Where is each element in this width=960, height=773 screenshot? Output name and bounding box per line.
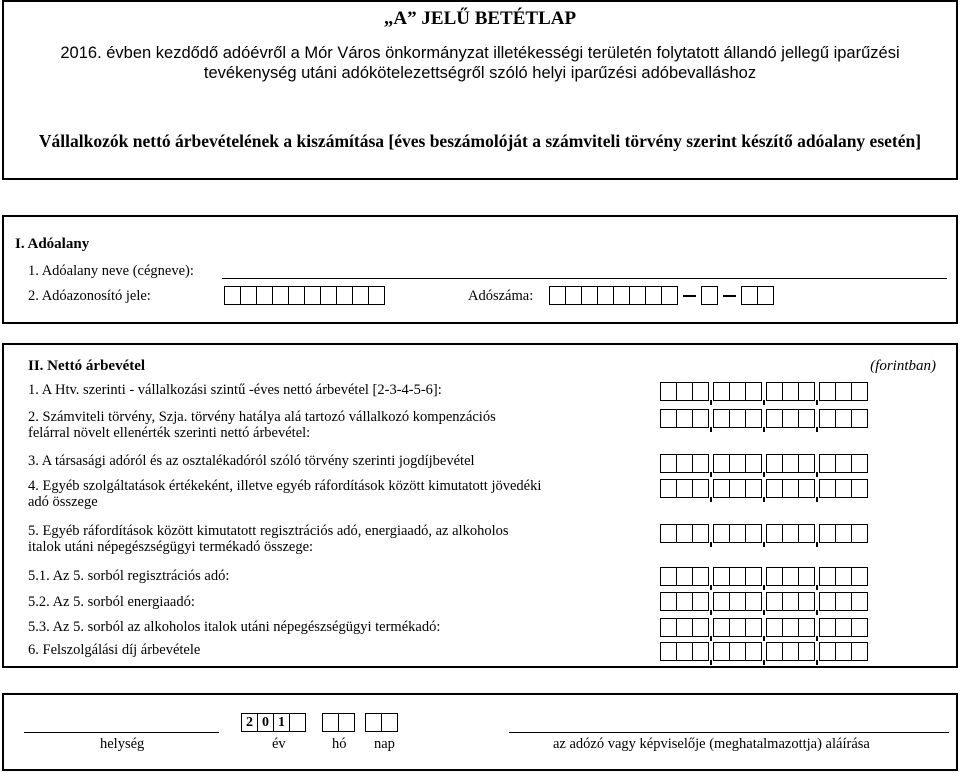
header-panel <box>2 0 958 180</box>
revenue-row-label <box>28 642 200 658</box>
form-subtitle: Vállalkozók nettó árbevételének a kiszámítása [éves beszámolóját a számviteli törvény szerint készítő adóalany esetén] <box>38 131 922 151</box>
amount-field[interactable] <box>660 618 868 637</box>
row-label-line1: 5. Egyéb ráfordítások között kimutatott regisztrációs adó, energiaadó, az alkoholos <box>28 523 509 539</box>
amount-field[interactable] <box>660 592 868 611</box>
revenue-row-label <box>28 409 496 441</box>
revenue-row-label <box>28 382 442 398</box>
row-label-line1: 6. Felszolgálási díj árbevétele <box>28 642 201 658</box>
day-label: nap <box>374 736 395 752</box>
net-revenue-section <box>2 343 958 668</box>
section-heading-taxpayer: I. Adóalany <box>15 236 90 252</box>
row-label-line2: adó összege <box>28 494 98 510</box>
intro-text: 2016. évben kezdődő adóévről a Mór Város önkormányzat illetékességi területén folytatott állandó jellegű iparűzési tevékenység utáni adókötelezettségről szóló helyi iparűzési adóbevalláshoz <box>60 44 900 82</box>
signature-label: az adózó vagy képviselője (meghatalmazottja) aláírása <box>553 736 870 752</box>
signature-field[interactable] <box>509 732 949 733</box>
taxpayer-name-label: 1. Adóalany neve (cégneve): <box>28 263 194 279</box>
revenue-row-label <box>28 619 440 635</box>
row-label-line1: 5.1. Az 5. sorból regisztrációs adó: <box>28 568 230 584</box>
revenue-row-label <box>28 523 509 555</box>
row-label-line1: 3. A társasági adóról és az osztalékadóról szóló törvény szerinti jogdíjbevétel <box>28 453 475 469</box>
amount-field[interactable] <box>660 524 868 543</box>
amount-field[interactable] <box>660 642 868 661</box>
row-label-line1: 2. Számviteli törvény, Szja. törvény hatálya alá tartozó vállalkozó kompenzációs <box>28 409 496 425</box>
amount-field[interactable] <box>660 454 868 473</box>
tax-id-field[interactable] <box>224 286 385 305</box>
row-label-line1: 5.3. Az 5. sorból az alkoholos italok utáni népegészségügyi termékadó: <box>28 619 441 635</box>
month-label: hó <box>332 736 347 752</box>
currency-unit: (forintban) <box>870 358 936 374</box>
amount-field[interactable] <box>660 479 868 498</box>
year-digit-3: 1 <box>273 713 289 732</box>
place-label: helység <box>100 736 145 752</box>
row-label-line1: 5.2. Az 5. sorból energiaadó: <box>28 594 195 610</box>
revenue-row-label <box>28 568 229 584</box>
signature-panel <box>2 693 958 771</box>
row-label-line2: italok utáni népegészségügyi termékadó összege: <box>28 539 314 555</box>
date-field[interactable] <box>241 713 398 732</box>
year-digit-2: 0 <box>257 713 273 732</box>
taxpayer-name-field[interactable] <box>222 278 947 279</box>
revenue-row-label <box>28 594 195 610</box>
revenue-row-label <box>28 453 475 469</box>
place-field[interactable] <box>24 732 219 733</box>
row-label-line1: 4. Egyéb szolgáltatások értékeként, illetve egyéb ráfordítások között kimutatott jövedéki <box>28 478 542 494</box>
section-heading-revenue: II. Nettó árbevétel <box>28 358 146 374</box>
row-label-line2: felárral növelt ellenérték szerinti nettó árbevétel: <box>28 425 311 441</box>
year-label: év <box>272 736 286 752</box>
amount-field[interactable] <box>660 382 868 401</box>
taxpayer-section <box>2 215 958 324</box>
year-digit-4 <box>289 713 306 732</box>
revenue-row-label <box>28 478 541 510</box>
tax-id-label: 2. Adóazonosító jele: <box>28 288 151 304</box>
amount-field[interactable] <box>660 567 868 586</box>
amount-field[interactable] <box>660 409 868 428</box>
tax-number-field[interactable] <box>549 286 774 305</box>
tax-number-label: Adószáma: <box>468 288 534 304</box>
page-title: „A” JELŰ BETÉTLAP <box>383 8 577 29</box>
row-label-line1: 1. A Htv. szerinti - vállalkozási szintű -éves nettó árbevétel [2-3-4-5-6]: <box>28 382 442 398</box>
year-digit-1: 2 <box>241 713 257 732</box>
